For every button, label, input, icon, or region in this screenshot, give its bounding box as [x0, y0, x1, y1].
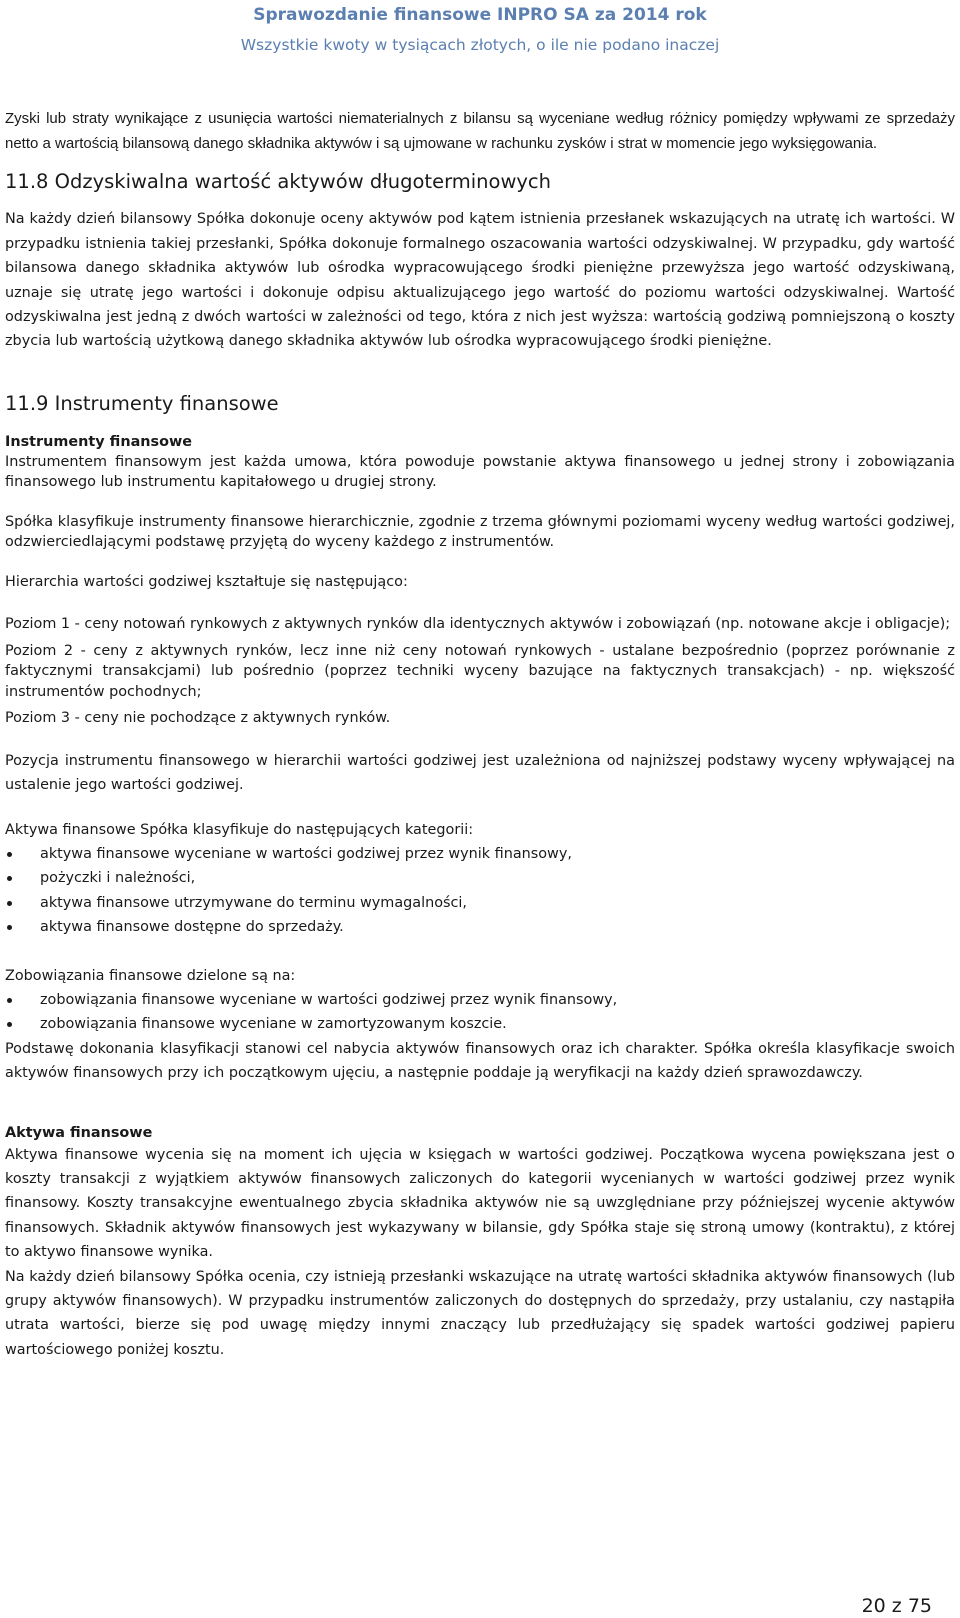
financial-assets-paragraph-2: Na każdy dzień bilansowy Spółka ocenia, czy istnieją przesłanki wskazujące na utratę wartości składnika aktywów finansowych (lub grupy aktywów finansowych). W przypadku instrumentów zaliczonych do dostępnych do sprzedaży, przy ustalaniu, czy nastąpiła utrata wartości, bierze się pod uwagę między innymi znaczący lub przedłużający się spadek wartości godziwej papieru wartościowego poniżej kosztu.: [5, 1268, 955, 1358]
position-paragraph: Pozycja instrumentu finansowego w hierarchii wartości godziwej jest uzależniona od najniższej podstawy wyceny wpływającej na ustalenie jego wartości godziwej.: [5, 752, 955, 794]
classification-paragraph: Spółka klasyfikuje instrumenty finansowe hierarchicznie, zgodnie z trzema głównymi poziomami wyceny według wartości godziwej, odzwierciedlającymi podstawę przyjętą do wyceny każdego z instrumentów.: [5, 513, 955, 551]
assets-categories-list: [5, 842, 955, 940]
list-item: [5, 866, 955, 890]
list-item: [5, 915, 955, 939]
instruments-definition: Instrumentem finansowym jest każda umowa, która powoduje powstanie aktywa finansowego u jednej strony i zobowiązania finansowego lub instrumentu kapitałowego u drugiej strony.: [5, 453, 955, 491]
financial-assets-paragraph-1: Aktywa finansowe wycenia się na moment ich ujęcia w księgach w wartości godziwej. Początkowa wycena powiększana jest o koszty transakcji z wyjątkiem aktywów finansowych zaliczonych do kategorii wycenianych w wartości godziwej przez wynik finansowy. Koszty transakcyjne ewentualnego zbycia składnika aktywów nie są uwzględniane przy późniejszej wycenie aktywów finansowych. Składnik aktywów finansowych jest wykazywany w bilansie, gdy Spółka staje się stroną umowy (kontraktu), z której to aktywo finansowe wynika.: [5, 1146, 955, 1261]
hierarchy-intro: Hierarchia wartości godziwej kształtuje się następująco:: [5, 573, 408, 590]
list-item: [5, 1012, 955, 1036]
hierarchy-level-2: Poziom 2 - ceny z aktywnych rynków, lecz inne niż ceny notowań rynkowych - ustalane bezpośrednio (poprzez porównanie z faktycznymi transakcjami) lub pośrednio (poprzez techniki wyceny bazujące na faktycznych transakcjach) - np. większość instrumentów pochodnych;: [5, 642, 955, 700]
financial-assets-subheading: Aktywa finansowe: [5, 1124, 153, 1141]
list-item: [5, 891, 955, 915]
list-item-text: aktywa finansowe utrzymywane do terminu wymagalności,: [40, 894, 468, 911]
list-item-text: aktywa finansowe dostępne do sprzedaży.: [40, 919, 344, 936]
section-11-8-heading: 11.8 Odzyskiwalna wartość aktywów długoterminowych: [5, 170, 552, 194]
document-body: [5, 106, 955, 1362]
liabilities-categories-list: [5, 988, 955, 1037]
instruments-subheading: Instrumenty finansowe: [5, 433, 193, 450]
intro-paragraph: Zyski lub straty wynikające z usunięcia wartości niematerialnych z bilansu są wyceniane według różnicy pomiędzy wpływami ze sprzedaży netto a wartością bilansową danego składnika aktywów i są ujmowane w rachunku zysków i strat w momencie jego wyksięgowania.: [5, 110, 955, 153]
list-item-text: aktywa finansowe wyceniane w wartości godziwej przez wynik finansowy,: [40, 845, 572, 862]
list-item-text: zobowiązania finansowe wyceniane w zamortyzowanym koszcie.: [40, 1016, 507, 1033]
section-11-9-heading: 11.9 Instrumenty finansowe: [5, 391, 279, 415]
list-item-text: pożyczki i należności,: [40, 870, 196, 887]
report-subtitle: Wszystkie kwoty w tysiącach złotych, o ile nie podano inaczej: [240, 36, 720, 54]
assets-intro: Aktywa finansowe Spółka klasyfikuje do następujących kategorii:: [5, 821, 474, 838]
report-title: Sprawozdanie finansowe INPRO SA za 2014 rok: [253, 5, 707, 25]
list-item: [5, 842, 955, 866]
classification-basis: Podstawę dokonania klasyfikacji stanowi cel nabycia aktywów finansowych oraz ich charakter. Spółka określa klasyfikacje swoich aktywów finansowych przy ich początkowym ujęciu, a następnie poddaje ją weryfikacji na każdy dzień sprawozdawczy.: [5, 1040, 955, 1082]
bullet-icon: [7, 998, 12, 1003]
hierarchy-level-1: Poziom 1 - ceny notowań rynkowych z aktywnych rynków dla identycznych aktywów i zobowiązań (np. notowane akcje i obligacje);: [5, 616, 951, 633]
bullet-icon: [7, 1022, 12, 1027]
page-number: 20 z 75: [861, 1595, 932, 1617]
list-item-text: zobowiązania finansowe wyceniane w wartości godziwej przez wynik finansowy,: [40, 992, 618, 1008]
liabilities-intro: Zobowiązania finansowe dzielone są na:: [5, 967, 296, 984]
bullet-icon: [7, 925, 12, 930]
list-item: [5, 988, 955, 1012]
bullet-icon: [7, 876, 12, 881]
bullet-icon: [7, 901, 12, 906]
hierarchy-level-3: Poziom 3 - ceny nie pochodzące z aktywnych rynków.: [5, 710, 391, 727]
bullet-icon: [7, 852, 12, 857]
section-11-8-paragraph: Na każdy dzień bilansowy Spółka dokonuje oceny aktywów pod kątem istnienia przesłanek wskazujących na utratę ich wartości. W przypadku istnienia takiej przesłanki, Spółka dokonuje formalnego oszacowania wartości odzyskiwalnej. W przypadku, gdy wartość bilansowa danego składnika aktywów lub ośrodka wypracowującego środki pieniężne przewyższa jego wartość odzyskiwaną, uznaje się utratę jego wartości i dokonuje odpisu aktualizującego jego wartość do poziomu wartości odzyskiwalnej. Wartość odzyskiwalna jest jedną z dwóch wartości w zależności od tego, która z nich jest wyższa: wartością godziwą pomniejszoną o koszty zbycia lub wartością użytkową danego składnika aktywów lub ośrodka wypracowującego środki pieniężne.: [5, 211, 955, 350]
page-header: [0, 0, 960, 55]
